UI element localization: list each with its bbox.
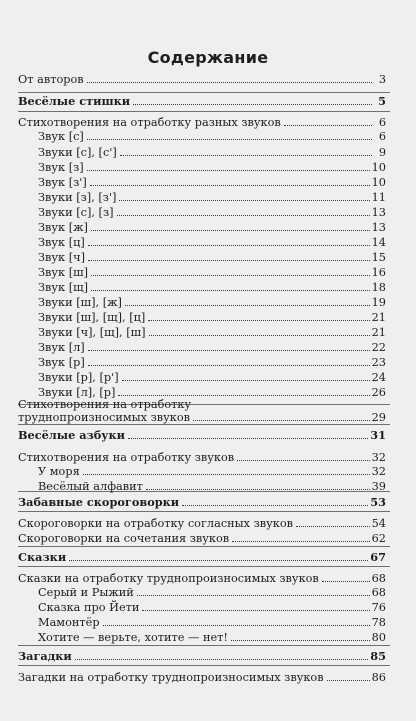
entry-title: Звук [з] <box>38 161 84 174</box>
toc-entry <box>18 115 386 129</box>
entry-title-line1: Стихотворения на отработку <box>18 398 192 411</box>
toc-subentry <box>38 630 386 644</box>
toc-entry <box>18 571 386 585</box>
toc-subentry <box>38 295 386 309</box>
entry-title: Весёлый алфавит <box>38 480 143 493</box>
entry-title: Звуки [с], [с'] <box>38 146 117 159</box>
divider <box>18 546 390 547</box>
divider <box>18 665 390 666</box>
entry-title: Загадки на отработку труднопроизносимых звуков <box>18 671 324 684</box>
entry-page: 78 <box>371 616 386 629</box>
toc-subentry <box>38 615 386 629</box>
entry-page: 32 <box>371 465 386 478</box>
entry-title: Звук [ж] <box>38 221 88 234</box>
entry-title: Звуки [з], [з'] <box>38 191 117 204</box>
section-title: Сказки <box>18 550 67 564</box>
entry-page: 86 <box>371 671 386 684</box>
entry-page: 53 <box>370 495 386 509</box>
entry-page: 26 <box>371 386 386 399</box>
entry-title-line2: труднопроизносимых звуков <box>18 411 190 424</box>
entry-page: 21 <box>371 326 386 339</box>
toc-subentry <box>38 310 386 324</box>
divider <box>18 424 390 425</box>
entry-page: 13 <box>371 221 386 234</box>
toc-subentry <box>38 250 386 264</box>
entry-page: 13 <box>371 206 386 219</box>
toc-subentry <box>38 129 386 143</box>
toc-entry <box>18 398 386 424</box>
toc-entry <box>18 450 386 464</box>
toc-section <box>18 495 386 509</box>
entry-page: 18 <box>371 281 386 294</box>
entry-page: 21 <box>371 311 386 324</box>
toc-subentry <box>38 370 386 384</box>
toc-subentry <box>38 205 386 219</box>
entry-page: 16 <box>371 266 386 279</box>
entry-title: У моря <box>38 465 80 478</box>
entry-page: 5 <box>378 94 386 108</box>
entry-title: От авторов <box>18 73 84 86</box>
toc-entry <box>18 531 386 545</box>
toc-subentry <box>38 280 386 294</box>
entry-title: Звуки [с], [з] <box>38 206 114 219</box>
entry-title: Хотите — верьте, хотите — нет! <box>38 631 228 644</box>
entry-title: Мамонтёр <box>38 616 100 629</box>
entry-title: Звуки [ш], [ж] <box>38 296 122 309</box>
entry-page: 29 <box>371 411 386 424</box>
toc-subentry <box>38 235 386 249</box>
entry-page: 23 <box>371 356 386 369</box>
section-title: Весёлые азбуки <box>18 428 126 442</box>
toc-entry <box>18 670 386 684</box>
toc-subentry <box>38 600 386 614</box>
toc-subentry <box>38 585 386 599</box>
toc-subentry <box>38 340 386 354</box>
entry-title: Звук [щ] <box>38 281 89 294</box>
entry-page: 14 <box>371 236 386 249</box>
entry-title: Звуки [л], [р] <box>38 386 116 399</box>
entry-page: 10 <box>371 161 386 174</box>
entry-title: Сказки на отработку труднопроизносимых звуков <box>18 572 319 585</box>
entry-title: Звук [ц] <box>38 236 85 249</box>
entry-title: Звук [л] <box>38 341 85 354</box>
entry-title: Стихотворения на отработку разных звуков <box>18 116 281 129</box>
divider <box>18 566 390 567</box>
entry-page: 6 <box>378 130 386 143</box>
entry-page: 15 <box>371 251 386 264</box>
entry-page: 32 <box>371 451 386 464</box>
entry-title: Скороговорки на отработку согласных звуков <box>18 517 294 530</box>
entry-title: Серый и Рыжий <box>38 586 134 599</box>
entry-page: 62 <box>371 532 386 545</box>
entry-page: 19 <box>371 296 386 309</box>
toc-entry <box>18 516 386 530</box>
entry-page: 6 <box>378 116 386 129</box>
toc-subentry <box>38 265 386 279</box>
entry-title: Звук [ш] <box>38 266 89 279</box>
entry-page: 31 <box>370 428 386 442</box>
entry-page: 3 <box>378 73 386 86</box>
entry-page: 68 <box>371 586 386 599</box>
entry-title: Сказка про Йети <box>38 601 140 614</box>
entry-title: Звук [ч] <box>38 251 85 264</box>
entry-page: 24 <box>371 371 386 384</box>
entry-page: 11 <box>371 191 386 204</box>
toc-subentry <box>38 355 386 369</box>
toc-subentry <box>38 220 386 234</box>
entry-page: 76 <box>371 601 386 614</box>
entry-page: 54 <box>371 517 386 530</box>
toc-entry <box>18 72 386 86</box>
entry-page: 39 <box>371 480 386 493</box>
entry-page: 10 <box>371 176 386 189</box>
toc-section <box>18 649 386 663</box>
entry-title: Звуки [р], [р'] <box>38 371 119 384</box>
toc-subentry <box>38 385 386 399</box>
toc-section <box>18 428 386 442</box>
toc-subentry <box>38 145 386 159</box>
entry-title: Скороговорки на сочетания звуков <box>18 532 230 545</box>
page-title: Содержание <box>147 48 269 67</box>
entry-page: 68 <box>371 572 386 585</box>
entry-title: Звуки [ч], [щ], [ш] <box>38 326 146 339</box>
entry-title: Звук [с] <box>38 130 84 143</box>
entry-page: 80 <box>371 631 386 644</box>
toc-subentry <box>38 160 386 174</box>
divider <box>18 645 390 646</box>
entry-title: Звук [р] <box>38 356 85 369</box>
entry-page: 67 <box>370 550 386 564</box>
divider <box>18 511 390 512</box>
toc-subentry <box>38 190 386 204</box>
toc-section <box>18 550 386 564</box>
entry-title: Звуки [ш], [щ], [ц] <box>38 311 146 324</box>
entry-title: Стихотворения на отработку звуков <box>18 451 235 464</box>
entry-page: 9 <box>378 146 386 159</box>
entry-page: 22 <box>371 341 386 354</box>
section-title: Загадки <box>18 649 72 663</box>
toc-subentry <box>38 325 386 339</box>
divider <box>18 92 390 93</box>
section-title: Забавные скороговорки <box>18 495 180 509</box>
section-title: Весёлые стишки <box>18 94 131 108</box>
entry-title: Звук [з'] <box>38 176 87 189</box>
toc-subentry <box>38 464 386 478</box>
toc-section <box>18 94 386 108</box>
toc-subentry <box>38 175 386 189</box>
divider <box>18 111 390 112</box>
entry-page: 85 <box>370 649 386 663</box>
toc-subentry <box>38 479 386 493</box>
